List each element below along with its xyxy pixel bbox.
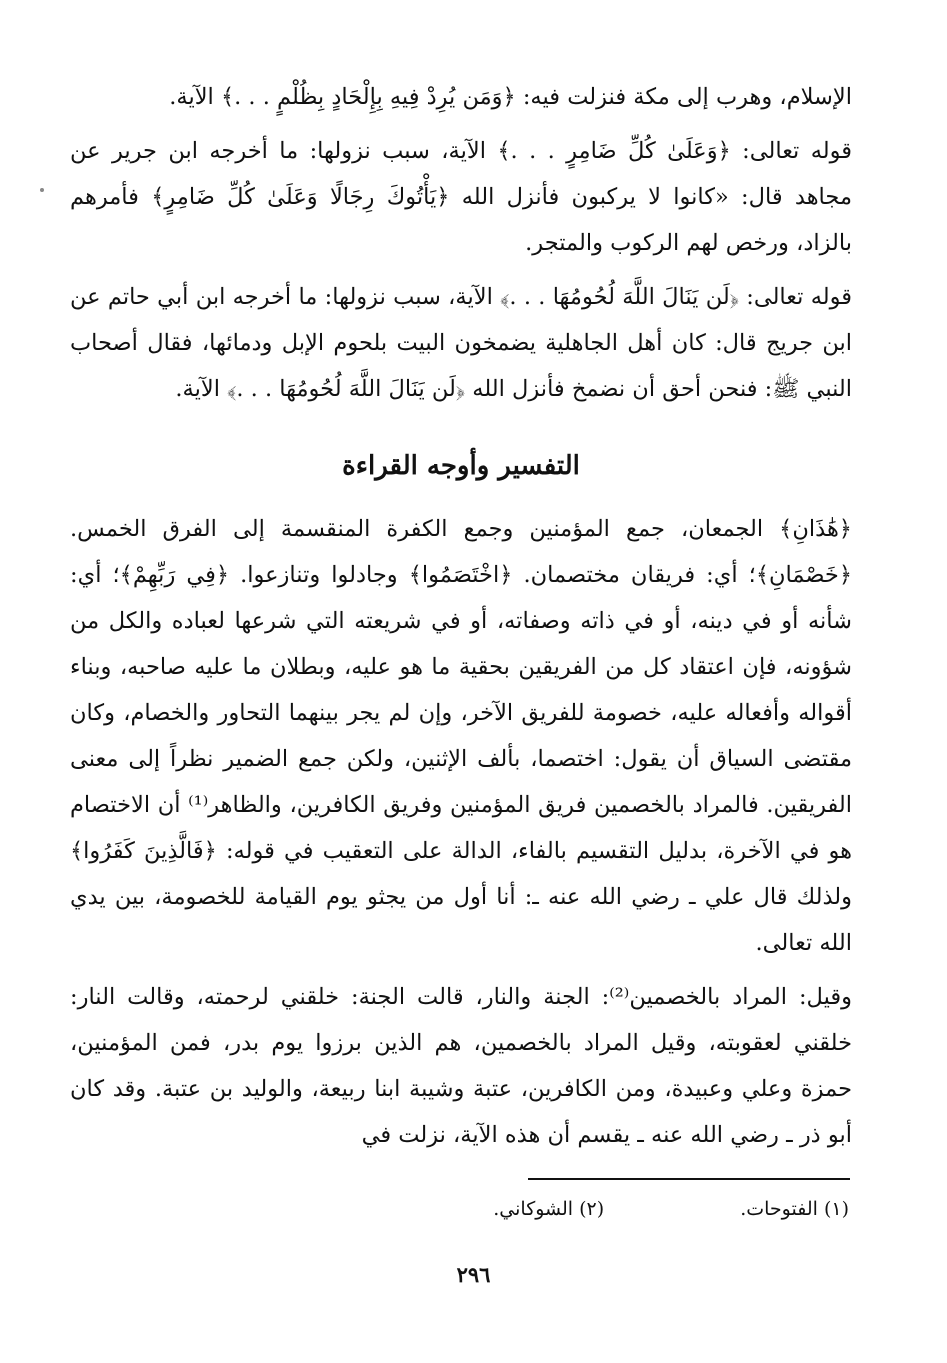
- footnote-1: (١) الفتوحات.: [740, 1198, 849, 1220]
- footnote-separator: [528, 1178, 850, 1180]
- page-speck: [40, 188, 44, 192]
- paragraph-2: قوله تعالى: ﴿وَعَلَىٰ كُلِّ ضَامِرٍ . . .﴾ الآية، سبب نزولها: ما أخرجه ابن جرير عن مجاهد قال: «كانوا لا يركبون فأنزل الله ﴿يَأْتُوكَ رِجَالًا وَعَلَىٰ كُلِّ ضَامِرٍ﴾ فأمرهم بالزاد، ورخص لهم الركوب والمتجر.: [70, 138, 852, 256]
- paragraph-5: وقيل: المراد بالخصمين⁽²⁾: الجنة والنار، قالت الجنة: خلقني لرحمته، وقالت النار: خلقني لعقوبته، وقيل المراد بالخصمين، هم الذين برزوا يوم بدر، فمن المؤمنين، حمزة وعلي وعبيدة، ومن الكافرين، عتبة وشيبة ابنا ربيعة، والوليد بن عتبة. وقد كان أبو ذر ـ رضي الله عنه ـ يقسم أن هذه الآية، نزلت في: [70, 984, 852, 1148]
- footnotes: [493, 1194, 849, 1224]
- page-number: ٢٩٦: [456, 1262, 491, 1287]
- paragraph-1: الإسلام، وهرب إلى مكة فنزلت فيه: ﴿وَمَن يُرِدْ فِيهِ بِإِلْحَادٍ بِظُلْمٍ . . .﴾ الآية.: [169, 84, 852, 110]
- section-heading: التفسير وأوجه القراءة: [342, 451, 580, 481]
- paragraph-4: ﴿هَٰذَانِ﴾ الجمعان، جمع المؤمنين وجمع الكفرة المنقسمة إلى الفرق الخمس. ﴿خَصْمَانِ﴾؛ أي: فريقان مختصمان. ﴿اخْتَصَمُوا﴾ وجادلوا وتنازعوا. ﴿فِي رَبِّهِمْ﴾؛ أي: شأنه أو في دينه، أو في ذاته وصفاته، أو في شريعته التي شرعها لعباده والكل من شؤونه، فإن اعتقاد كل من الفريقين بحقية ما هو عليه، وبطلان ما عليه صاحبه، وبناء أقواله وأفعاله عليه، خصومة للفريق الآخر، وإن لم يجر بينهما التحاور والخصام، وكان مقتضى السياق أن يقول: اختصما، بألف الإثنين، ولكن جمع الضمير نظراً إلى معنى الفريقين. فالمراد بالخصمين فريق المؤمنين وفريق الكافرين، والظاهر⁽¹⁾ أن الاختصام هو في الآخرة، بدليل التقسيم بالفاء، الدالة على التعقيب في قوله: ﴿فَالَّذِينَ كَفَرُوا﴾ ولذلك قال علي ـ رضي الله عنه ـ: أنا أول من يجثو يوم القيامة للخصومة، بين يدي الله تعالى.: [70, 516, 852, 956]
- page-body: [70, 74, 852, 1158]
- footnote-2: (٢) الشوكاني.: [493, 1198, 605, 1220]
- paragraph-3: قوله تعالى: ﴿لَن يَنَالَ اللَّهَ لُحُومُهَا . . .﴾ الآية، سبب نزولها: ما أخرجه ابن أبي حاتم عن ابن جريج قال: كان أهل الجاهلية يضمخون البيت بلحوم الإبل ودمائها، فقال أصحاب النبي ﷺ: فنحن أحق أن نضمخ فأنزل الله ﴿لَن يَنَالَ اللَّهَ لُحُومُهَا . . .﴾ الآية.: [70, 284, 852, 402]
